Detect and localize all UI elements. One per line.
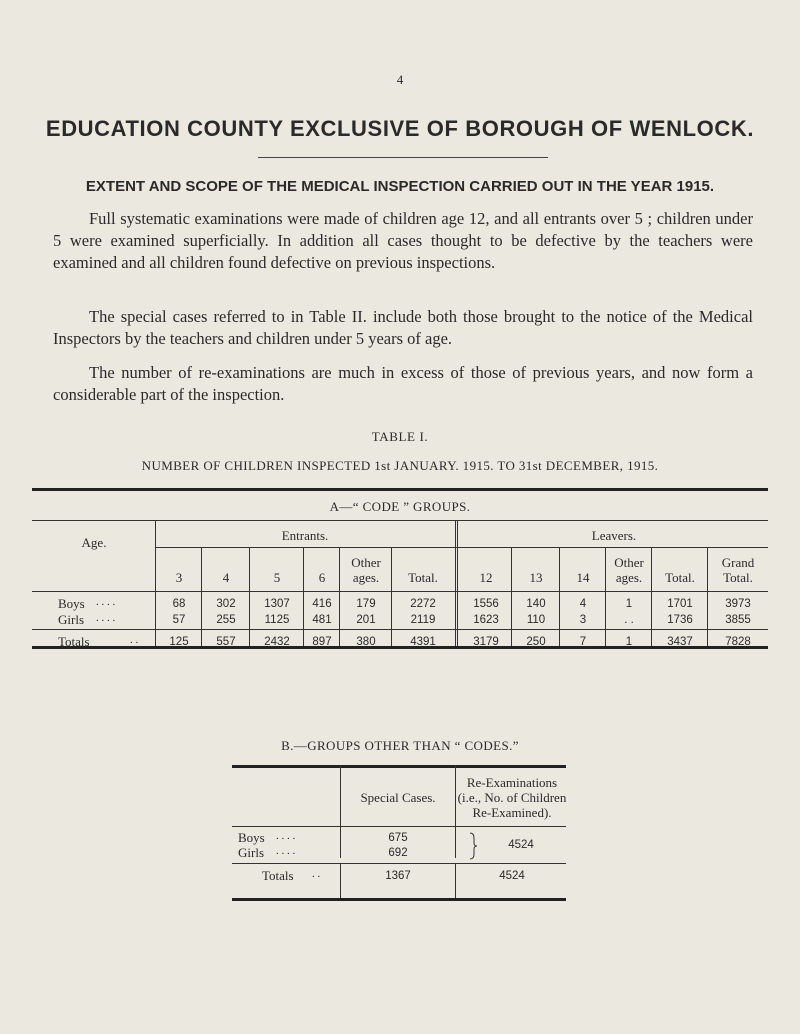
- cell: 1: [625, 598, 633, 610]
- table-b-bottom-rule: [232, 898, 566, 901]
- col-divider: [455, 765, 456, 858]
- row-leader: . . . .: [276, 830, 296, 842]
- table-a-bottom-rule: [32, 646, 768, 649]
- col-divider: [201, 547, 202, 646]
- cell: 2432: [264, 636, 290, 648]
- col-divider: [340, 863, 341, 899]
- totals-rule: [32, 629, 768, 630]
- col-divider: [303, 547, 304, 646]
- cell: 2119: [410, 614, 436, 626]
- cell: 179: [356, 598, 376, 610]
- section-divider: [455, 520, 458, 646]
- cell: 557: [216, 636, 236, 648]
- col-divider: [605, 547, 606, 646]
- cell: 125: [169, 636, 189, 648]
- col-header: 12: [479, 570, 493, 585]
- section-subtitle: EXTENT AND SCOPE OF THE MEDICAL INSPECTION CARRIED OUT IN THE YEAR 1915.: [85, 178, 715, 195]
- cell: 302: [216, 598, 236, 610]
- col-header: Other ages.: [614, 555, 644, 585]
- entrants-header: Entrants.: [281, 528, 329, 543]
- table-b-totals-rule: [232, 863, 566, 864]
- row-label-boys: Boys: [238, 830, 265, 845]
- cell: 250: [526, 636, 546, 648]
- cell: 140: [526, 598, 546, 610]
- row-leader: . . . .: [96, 612, 116, 624]
- page-title: EDUCATION COUNTY EXCLUSIVE OF BOROUGH OF WENLOCK.: [45, 116, 755, 141]
- reexam-header-line1: Re-Examinations: [466, 775, 558, 790]
- table-description: NUMBER OF CHILDREN INSPECTED 1st JANUARY. 1915. TO 31st DECEMBER, 1915.: [141, 458, 659, 473]
- group-header-rule: [156, 547, 768, 548]
- cell: 68: [172, 598, 186, 610]
- table-a-header-rule: [32, 520, 768, 521]
- leavers-header: Leavers.: [591, 528, 637, 543]
- cell: 1367: [385, 870, 411, 882]
- cell: 3179: [473, 636, 499, 648]
- cell: 4391: [410, 636, 436, 648]
- col-divider: [249, 547, 250, 646]
- col-header: 6: [318, 570, 326, 585]
- cell: 3973: [725, 598, 751, 610]
- table-a-top-rule: [32, 488, 768, 491]
- col-header: Total.: [408, 570, 438, 585]
- row-label-girls: Girls: [238, 845, 264, 860]
- cell: 1736: [667, 614, 693, 626]
- cell: 3437: [667, 636, 693, 648]
- brace-icon: [468, 832, 478, 860]
- col-divider: [155, 520, 156, 646]
- cell: 2272: [410, 598, 436, 610]
- table-b-top-rule: [232, 765, 566, 768]
- cell: 7: [579, 636, 587, 648]
- col-header: 14: [576, 570, 590, 585]
- col-divider: [651, 547, 652, 646]
- page-number: 4: [396, 72, 404, 87]
- table-caption: TABLE I.: [371, 429, 429, 444]
- cell: 110: [526, 614, 546, 626]
- col-divider: [391, 547, 392, 646]
- cell: 897: [312, 636, 332, 648]
- column-header-rule: [32, 591, 768, 592]
- col-divider: [511, 547, 512, 646]
- col-divider: [340, 765, 341, 858]
- cell: 1623: [473, 614, 499, 626]
- col-header: Grand Total.: [721, 555, 755, 585]
- cell: 7828: [725, 636, 751, 648]
- col-divider: [559, 547, 560, 646]
- row-label-girls: Girls: [58, 612, 84, 627]
- row-leader: . .: [312, 868, 321, 880]
- col-divider: [707, 547, 708, 646]
- cell: 1125: [264, 614, 290, 626]
- cell: 4524: [508, 839, 534, 851]
- row-label-totals: Totals: [262, 868, 294, 883]
- table-b-header-rule: [232, 826, 566, 827]
- cell: 692: [388, 847, 408, 859]
- table-b-title: B.—GROUPS OTHER THAN “ CODES.”: [281, 738, 519, 753]
- reexam-header-line3: Re-Examined).: [472, 805, 552, 820]
- cell: 57: [172, 614, 186, 626]
- col-header: 4: [222, 570, 230, 585]
- paragraph-3: The number of re-examinations are much in excess of those of previous years, and now form a considerable part of the inspection.: [53, 363, 753, 404]
- col-header: Other ages.: [351, 555, 381, 585]
- cell: 3: [579, 614, 587, 626]
- cell: 1307: [264, 598, 290, 610]
- row-label-totals: Totals: [58, 634, 90, 649]
- row-label-boys: Boys: [58, 596, 85, 611]
- paragraph-1: Full systematic examinations were made of children age 12, and all entrants over 5 ; children under 5 were examined superficially. In addition all cases thought to be defective by the teachers were examined and all children found defective on previous inspections.: [53, 209, 753, 272]
- table-a-title: A—“ CODE ” GROUPS.: [329, 499, 471, 514]
- col-header: Total.: [665, 570, 695, 585]
- col-header: 5: [273, 570, 281, 585]
- cell: 255: [216, 614, 236, 626]
- cell: 1: [625, 636, 633, 648]
- cell: 416: [312, 598, 332, 610]
- special-cases-header: Special Cases.: [360, 790, 436, 805]
- cell: 1701: [667, 598, 693, 610]
- row-leader: . . . .: [276, 845, 296, 857]
- cell: 3855: [725, 614, 751, 626]
- row-leader: . . . .: [96, 596, 116, 608]
- title-divider: [258, 157, 548, 158]
- cell: 675: [388, 832, 408, 844]
- age-header: Age.: [81, 535, 107, 550]
- cell: 4: [579, 598, 587, 610]
- cell: . .: [624, 614, 634, 626]
- paragraph-2: The special cases referred to in Table II. include both those brought to the notice of the Medical Inspectors by the teachers and children under 5 years of age.: [53, 307, 753, 348]
- col-header: 3: [175, 570, 183, 585]
- cell: 1556: [473, 598, 499, 610]
- col-divider: [339, 547, 340, 646]
- cell: 201: [356, 614, 376, 626]
- cell: 4524: [499, 870, 525, 882]
- col-header: 13: [529, 570, 543, 585]
- cell: 481: [312, 614, 332, 626]
- cell: 380: [356, 636, 376, 648]
- reexam-header-line2: (i.e., No. of Children: [457, 790, 567, 805]
- row-leader: . .: [130, 634, 139, 646]
